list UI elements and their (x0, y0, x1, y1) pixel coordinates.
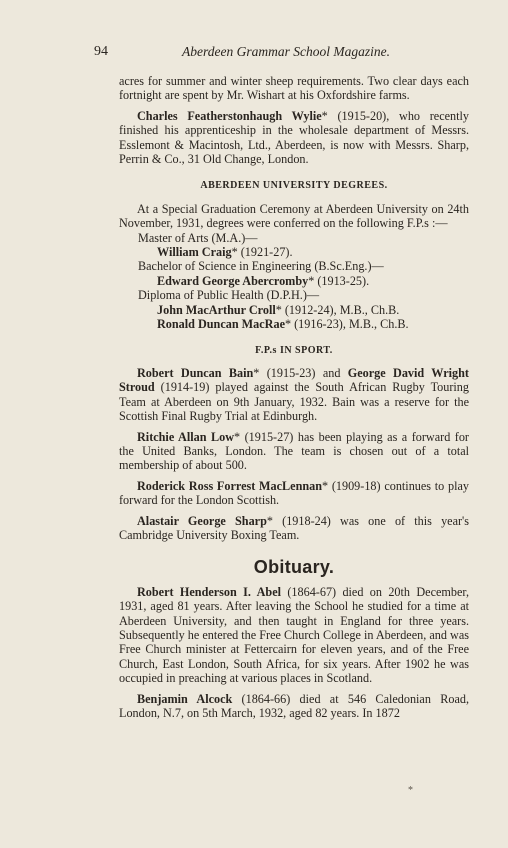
sport-heading: F.P.s IN SPORT. (255, 344, 333, 356)
degree-dph-recipient-2: Ronald Duncan MacRae* (1916-23), M.B., Ch.B. (157, 317, 409, 332)
degree-bsc-recipient: Edward George Abercromby* (1913-25). (157, 273, 370, 288)
degree-ma-label: Master of Arts (M.A.)— (138, 230, 258, 245)
sport-paragraph-4: Alastair George Sharp* (1918-24) was one of this year's Cambridge University Boxing Team. (119, 513, 469, 542)
sport-paragraph-3: Roderick Ross Forrest MacLennan* (1909-18) continues to play forward for the London Scottish. (119, 478, 469, 508)
obituary-heading: Obituary. (253, 557, 335, 578)
body-text (119, 74, 469, 720)
degree-ma-recipient: William Craig* (1921-27). (157, 245, 293, 260)
university-degrees-heading: ABERDEEN UNIVERSITY DEGREES. (200, 180, 388, 192)
obituary-paragraph-1: Robert Henderson I. Abel (1864-67) died on 20th December, 1931, aged 81 years. After leaving the School he studied for a time at Aberdeen University, and then taught in England for three years. Subsequently he entered the Free Church College in Aberdeen, and was Free Church minister at Fettercairn for eleven years, and of the Free Church, East London, South Africa, for six years. After 1902 he was occupied in preaching at various places in Scotland. (119, 584, 469, 686)
wylie-paragraph: Charles Featherstonhaugh Wylie* (1915-20), who recently finished his apprenticeship in the wholesale department of Messrs. Esslemont & Macintosh, Ltd., Aberdeen, is now with Messrs. Sharp, Perrin & Co., 31 Old Change, London. (119, 108, 469, 167)
sport-paragraph-1: Robert Duncan Bain* (1915-23) and George David Wright Stroud (1914-19) played against the South African Rugby Touring Team at Aberdeen on 9th January, 1932. Bain was a reserve for the Scottish Final Rugby Trial at Edinburgh. (119, 365, 469, 424)
university-intro: At a Special Graduation Ceremony at Aberdeen University on 24th November, 1931, degrees were conferred on the following F.P.s :— (119, 201, 469, 231)
obituary-paragraph-2: Benjamin Alcock (1864-66) died at 546 Caledonian Road, London, N.7, on 5th March, 1932, aged 82 years. In 1872 (119, 691, 469, 721)
degree-dph-recipient-1: John MacArthur Croll* (1912-24), M.B., Ch.B. (157, 302, 400, 317)
footer-mark: * (408, 785, 413, 796)
page-number: 94 (94, 44, 108, 59)
intro-paragraph: acres for summer and winter sheep requirements. Two clear days each fortnight are spent by Mr. Wishart at his Oxfordshire farms. (119, 74, 469, 103)
sport-paragraph-2: Ritchie Allan Low* (1915-27) has been playing as a forward for the United Banks, London. The team is chosen out of a total membership of about 500. (119, 429, 469, 473)
page-header (0, 44, 508, 64)
person-name: Charles Featherstonhaugh Wylie (137, 108, 322, 123)
degree-bsc-label: Bachelor of Science in Engineering (B.Sc.Eng.)— (138, 259, 384, 274)
running-title: Aberdeen Grammar School Magazine. (182, 44, 390, 59)
degree-dph-label: Diploma of Public Health (D.P.H.)— (138, 288, 320, 303)
